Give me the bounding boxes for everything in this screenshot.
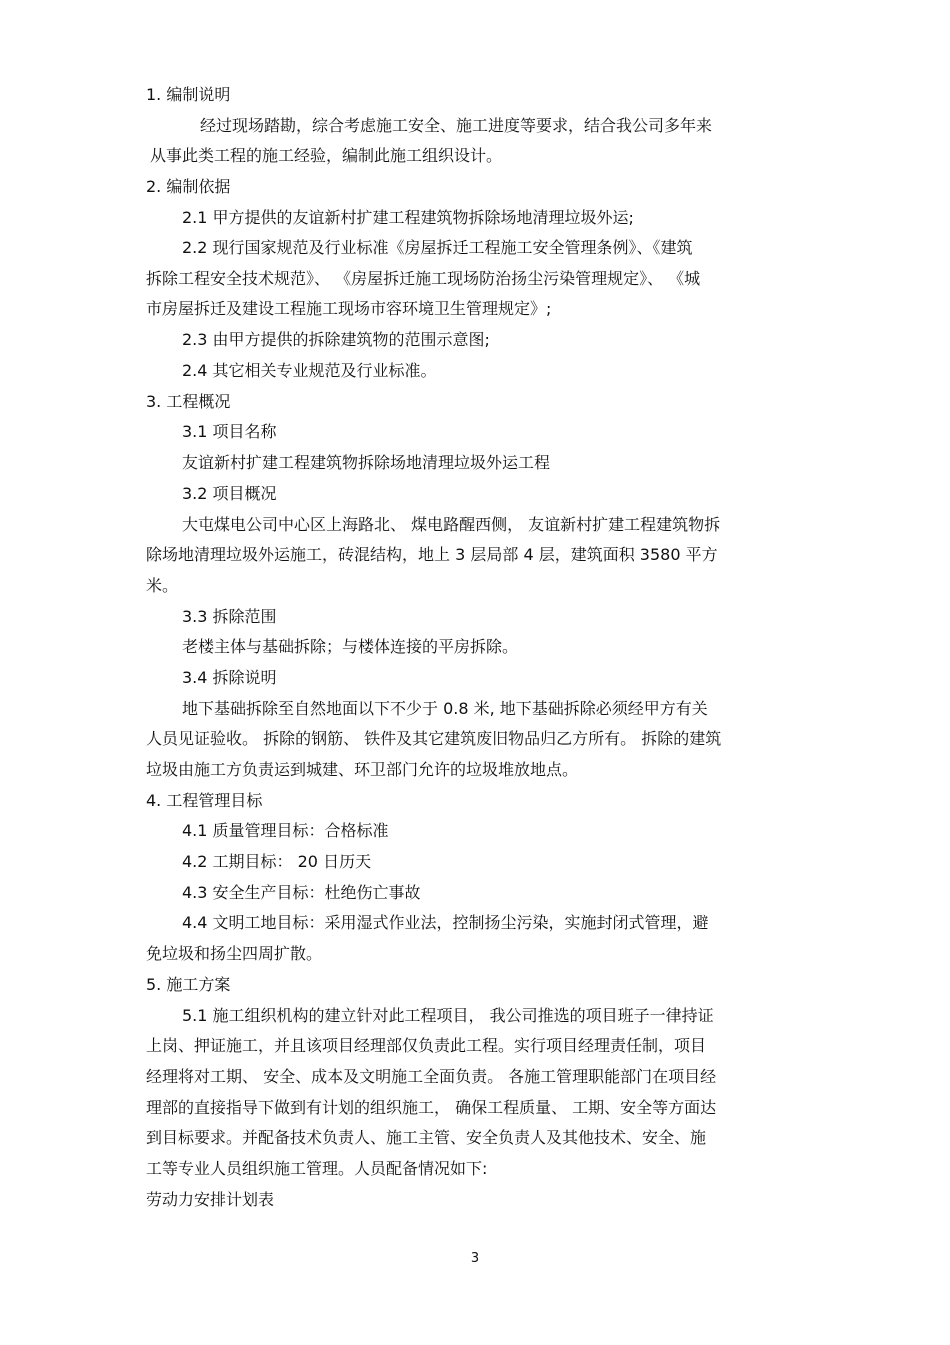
paragraph-line: 4.1 质量管理目标：合格标准 <box>182 821 389 840</box>
paragraph-line: 2.2 现行国家规范及行业标准《房屋拆迁工程施工安全管理条例》、《建筑 <box>182 238 693 257</box>
subsection-heading: 3.4 拆除说明 <box>182 668 277 687</box>
paragraph-line: 老楼主体与基础拆除；与楼体连接的平房拆除。 <box>182 637 519 656</box>
section-heading-4: 4. 工程管理目标 <box>146 791 263 810</box>
subsection-heading: 3.1 项目名称 <box>182 422 277 441</box>
section-heading-5: 5. 施工方案 <box>146 975 231 994</box>
page-number: 3 <box>470 1251 480 1266</box>
paragraph-line: 免垃圾和扬尘四周扩散。 <box>146 944 323 963</box>
subsection-heading: 3.3 拆除范围 <box>182 607 277 626</box>
paragraph-line: 友谊新村扩建工程建筑物拆除场地清理垃圾外运工程 <box>182 453 551 472</box>
paragraph-line: 地下基础拆除至自然地面以下不少于 0.8 米, 地下基础拆除必须经甲方有关 <box>182 699 708 718</box>
table-caption: 劳动力安排计划表 <box>146 1190 275 1209</box>
paragraph-line: 4.4 文明工地目标：采用湿式作业法，控制扬尘污染，实施封闭式管理，避 <box>182 913 709 932</box>
paragraph-line: 5.1 施工组织机构的建立针对此工程项目， 我公司推选的项目班子一律持证 <box>182 1006 714 1025</box>
section-heading-3: 3. 工程概况 <box>146 392 231 411</box>
section-heading-2: 2. 编制依据 <box>146 177 231 196</box>
paragraph-line: 从事此类工程的施工经验，编制此施工组织设计。 <box>150 146 503 165</box>
section-heading-1: 1. 编制说明 <box>146 85 231 104</box>
paragraph-line: 经理将对工期、 安全、成本及文明施工全面负责。 各施工管理职能部门在项目经 <box>146 1067 717 1086</box>
paragraph-line: 垃圾由施工方负责运到城建、环卫部门允许的垃圾堆放地点。 <box>146 760 579 779</box>
paragraph-line: 2.3 由甲方提供的拆除建筑物的范围示意图; <box>182 330 490 349</box>
paragraph-line: 4.3 安全生产目标：杜绝伤亡事故 <box>182 883 421 902</box>
paragraph-line: 理部的直接指导下做到有计划的组织施工， 确保工程质量、 工期、安全等方面达 <box>146 1098 717 1117</box>
paragraph-line: 上岗、押证施工，并且该项目经理部仅负责此工程。实行项目经理责任制，项目 <box>146 1036 707 1055</box>
paragraph-line: 工等专业人员组织施工管理。人员配备情况如下: <box>146 1159 488 1178</box>
paragraph-line: 大屯煤电公司中心区上海路北、 煤电路醒西侧， 友谊新村扩建工程建筑物拆 <box>182 515 721 534</box>
paragraph-line: 到目标要求。并配备技术负责人、施工主管、安全负责人及其他技术、安全、施 <box>146 1128 707 1147</box>
paragraph-line: 米。 <box>146 576 179 595</box>
paragraph-line: 市房屋拆迁及建设工程施工现场市容环境卫生管理规定》; <box>146 299 552 318</box>
paragraph-line: 人员见证验收。 拆除的钢筋、 铁件及其它建筑废旧物品归乙方所有。 拆除的建筑 <box>146 729 722 748</box>
paragraph-line: 2.4 其它相关专业规范及行业标准。 <box>182 361 437 380</box>
paragraph-line: 拆除工程安全技术规范》、 《房屋拆迁施工现场防治扬尘污染管理规定》、 《城 <box>146 269 701 288</box>
paragraph-line: 经过现场踏勘，综合考虑施工安全、施工进度等要求，结合我公司多年来 <box>200 116 713 135</box>
paragraph-line: 2.1 甲方提供的友谊新村扩建工程建筑物拆除场地清理垃圾外运; <box>182 208 634 227</box>
subsection-heading: 3.2 项目概况 <box>182 484 277 503</box>
paragraph-line: 除场地清理垃圾外运施工，砖混结构，地上 3 层局部 4 层，建筑面积 3580 平方 <box>146 545 718 564</box>
paragraph-line: 4.2 工期目标： 20 日历天 <box>182 852 372 871</box>
